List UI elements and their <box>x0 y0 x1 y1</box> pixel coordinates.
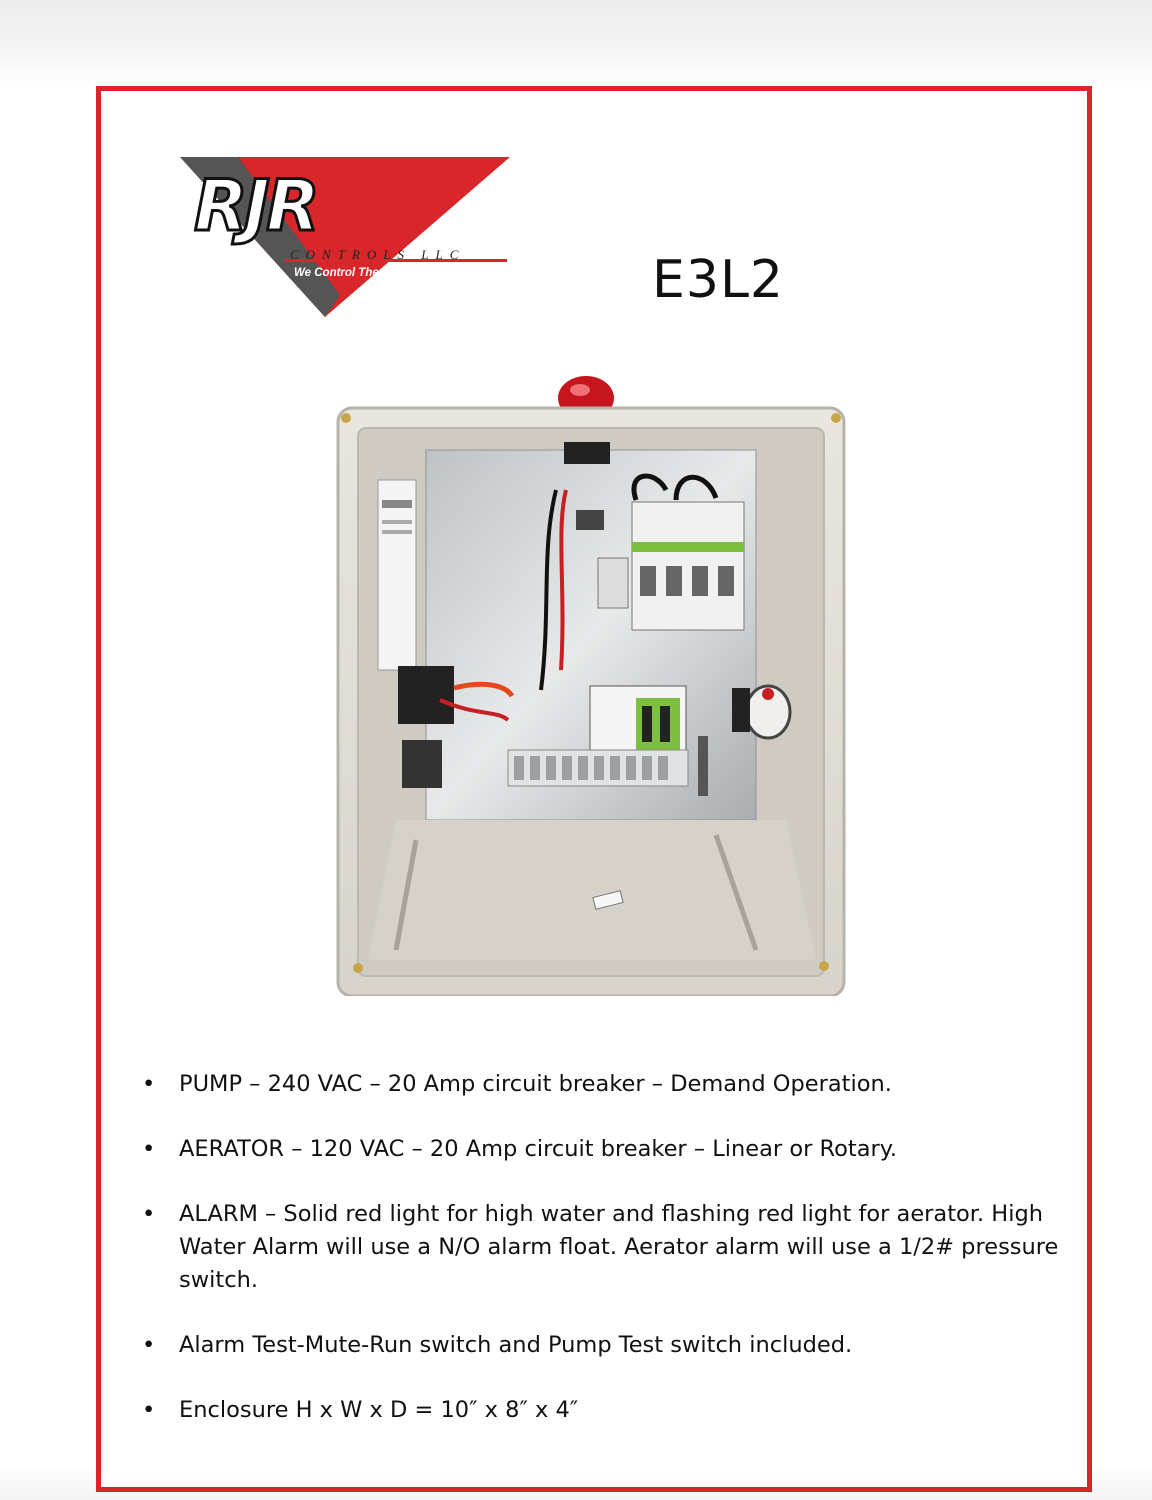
feature-enclosure: Enclosure H x W x D = 10″ x 8″ x 4″ <box>179 1397 579 1423</box>
feature-aerator: AERATOR – 120 VAC – 20 Amp circuit breaker – Linear or Rotary. <box>179 1136 897 1162</box>
feature-alarm: ALARM – Solid red light for high water and flashing red light for aerator. High Water Alarm will use a N/O alarm float. Aerator alarm will use a 1/2# pressure switch. <box>179 1201 1059 1293</box>
feature-switches: Alarm Test-Mute-Run switch and Pump Test switch included. <box>179 1332 853 1358</box>
logo-subtitle-text: CONTROLS LLC <box>290 247 466 262</box>
list-item: • ALARM – Solid red light for high water and flashing red light for aerator. High Water Alarm will use a N/O alarm float. Aerator alarm will use a 1/2# pressure switch. <box>142 1201 1059 1293</box>
logo-brand-text: RJR <box>194 165 316 247</box>
logo-tagline-text: We Control The Flow! <box>294 267 412 279</box>
list-item: • Enclosure H x W x D = 10″ x 8″ x 4″ <box>142 1397 579 1423</box>
control-panel-photo <box>336 370 848 996</box>
list-item: • Alarm Test-Mute-Run switch and Pump Test switch included. <box>142 1332 853 1358</box>
model-number: E3L2 <box>652 250 784 310</box>
feature-list <box>140 1068 1060 1459</box>
list-item: • AERATOR – 120 VAC – 20 Amp circuit breaker – Linear or Rotary. <box>142 1136 897 1162</box>
list-item: • PUMP – 240 VAC – 20 Amp circuit breaker – Demand Operation. <box>142 1071 892 1097</box>
feature-pump: PUMP – 240 VAC – 20 Amp circuit breaker – Demand Operation. <box>179 1071 892 1097</box>
company-logo <box>180 155 510 320</box>
